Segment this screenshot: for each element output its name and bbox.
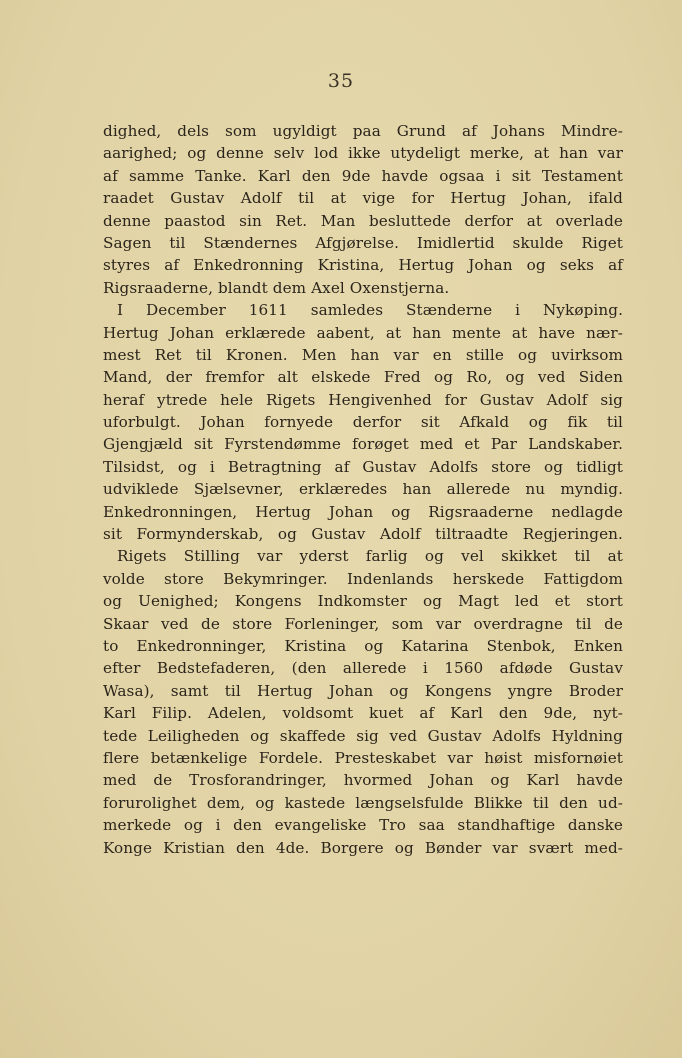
text-line: to Enkedronninger, Kristina og Katarina Stenbok, Enken — [103, 636, 623, 655]
paragraph-start-line: Rigets Stilling var yderst farlig og vel skikket til at — [117, 547, 623, 566]
text-line: heraf ytrede hele Rigets Hengivenhed for Gustav Adolf sig — [103, 390, 623, 409]
text-line: Gjengjæld sit Fyrstendømme forøget med et Par Landskaber. — [103, 435, 623, 454]
text-line: udviklede Sjælsevner, erklæredes han allerede nu myndig. — [103, 480, 623, 499]
page-number: 35 — [327, 70, 355, 92]
text-line: sit Formynderskab, og Gustav Adolf tiltraadte Regjeringen. — [103, 525, 623, 544]
text-line: forurolighet dem, og kastede længselsfulde Blikke til den ud- — [103, 793, 623, 812]
text-line: Hertug Johan erklærede aabent, at han mente at have nær- — [103, 323, 623, 342]
text-line: Wasa), samt til Hertug Johan og Kongens yngre Broder — [103, 681, 623, 700]
text-line: Mand, der fremfor alt elskede Fred og Ro, og ved Siden — [103, 368, 623, 387]
text-line: Sagen til Stændernes Afgjørelse. Imidlertid skulde Riget — [103, 233, 623, 252]
text-line: dighed, dels som ugyldigt paa Grund af Johans Mindre- — [103, 122, 623, 140]
text-line: efter Bedstefaderen, (den allerede i 1560 afdøde Gustav — [103, 659, 623, 678]
text-line: Tilsidst, og i Betragtning af Gustav Adolfs store og tidligt — [103, 457, 623, 476]
text-line: Enkedronningen, Hertug Johan og Rigsraaderne nedlagde — [103, 502, 623, 521]
text-line: denne paastod sin Ret. Man besluttede derfor at overlade — [103, 211, 623, 230]
text-line: Konge Kristian den 4de. Borgere og Bønder var svært med- — [103, 838, 623, 857]
body-text — [103, 120, 623, 859]
text-line: aarighed; og denne selv lod ikke utydeligt merke, at han var — [103, 144, 623, 163]
text-line: tede Leiligheden og skaffede sig ved Gustav Adolfs Hyldning — [103, 726, 623, 745]
text-line: og Uenighed; Kongens Indkomster og Magt led et stort — [103, 592, 623, 611]
text-line: raadet Gustav Adolf til at vige for Hertug Johan, ifald — [103, 189, 623, 208]
text-line: merkede og i den evangeliske Tro saa standhaftige danske — [103, 816, 623, 835]
text-line: flere betænkelige Fordele. Presteskabet var høist misfornøiet — [103, 748, 623, 767]
text-line: volde store Bekymringer. Indenlands herskede Fattigdom — [103, 569, 623, 588]
text-line: med de Trosforandringer, hvormed Johan og Karl havde — [103, 771, 623, 790]
text-line: Karl Filip. Adelen, voldsomt kuet af Karl den 9de, nyt- — [103, 704, 623, 723]
text-line: uforbulgt. Johan fornyede derfor sit Afkald og fik til — [103, 413, 623, 432]
text-line: mest Ret til Kronen. Men han var en stille og uvirksom — [103, 345, 623, 364]
paragraph-start-line: I December 1611 samledes Stænderne i Nykøping. — [117, 301, 623, 320]
text-line: af samme Tanke. Karl den 9de havde ogsaa i sit Testament — [103, 166, 623, 185]
text-line: Skaar ved de store Forleninger, som var overdragne til de — [103, 614, 623, 633]
text-line: styres af Enkedronning Kristina, Hertug Johan og seks af — [103, 256, 623, 275]
text-line: Rigsraaderne, blandt dem Axel Oxenstjerna. — [103, 278, 450, 297]
